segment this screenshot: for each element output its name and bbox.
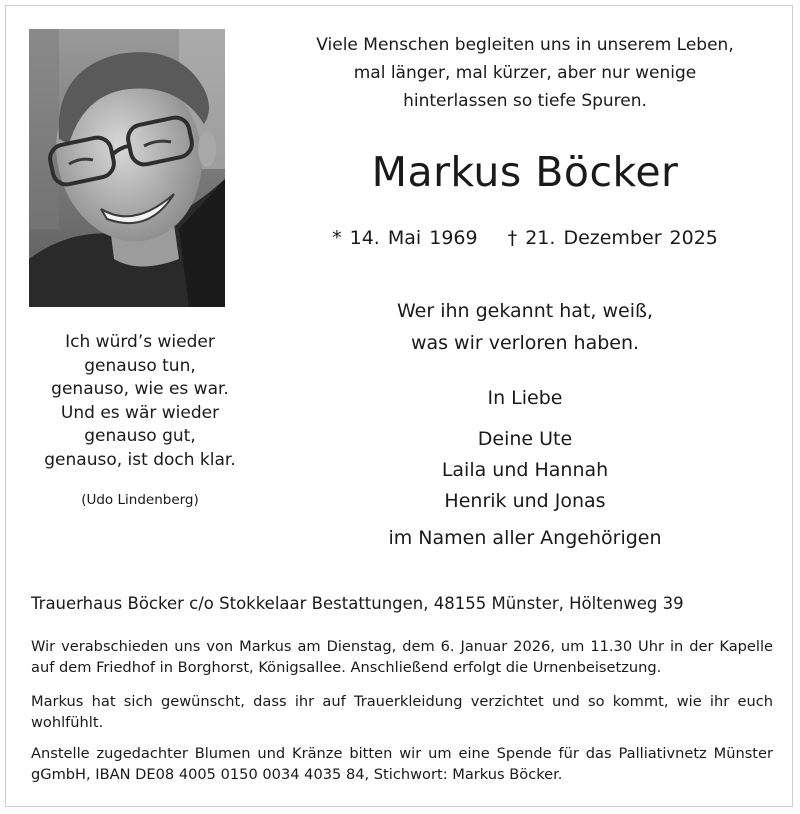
memory-line: Wer ihn gekannt hat, weiß,: [397, 300, 653, 322]
intro-line: mal länger, mal kürzer, aber nur wenige: [353, 63, 697, 83]
quote-line: genauso gut,: [84, 426, 196, 446]
donation-paragraph: Anstelle zugedachter Blumen und Kränze bitten wir um eine Spende für das Palliativnetz Münster gGmbH, IBAN DE08 4005 0150 0034 4035 84, Stichwort: Markus Böcker.: [31, 745, 773, 783]
quote-attribution: (Udo Lindenberg): [81, 492, 199, 508]
quote-line: genauso tun,: [84, 355, 196, 376]
death-date: † 21. Dezember 2025: [507, 227, 718, 249]
quote-line: genauso, wie es war.: [51, 379, 229, 399]
family-member: Laila und Hannah: [441, 459, 609, 481]
quote-line: Ich würd’s wieder: [65, 332, 215, 352]
memory-verse: [290, 295, 760, 359]
intro-line: hinterlassen so tiefe Spuren.: [403, 91, 647, 111]
deceased-name: Markus Böcker: [371, 148, 679, 196]
lyrics-quote: [20, 331, 260, 472]
birth-date: * 14. Mai 1969: [332, 227, 478, 249]
portrait-photo: [29, 29, 225, 307]
intro-line: Viele Menschen begleiten uns in unserem Leben,: [316, 35, 734, 55]
intro-verse: [290, 31, 760, 115]
family-member: Deine Ute: [477, 428, 573, 450]
relatives-line: im Namen aller Angehörigen: [388, 527, 662, 549]
life-dates: [290, 227, 760, 249]
memory-line: was wir verloren haben.: [410, 332, 640, 354]
family-member: Henrik und Jonas: [444, 490, 606, 512]
quote-line: Und es wär wieder: [60, 402, 220, 423]
family-names: [290, 424, 760, 517]
portrait-illustration: [29, 29, 225, 307]
clothing-paragraph: Markus hat sich gewünscht, dass ihr auf Trauerkleidung verzichtet und so kommt, wie ihr euch wohlfühlt.: [31, 693, 773, 731]
ceremony-paragraph: Wir verabschieden uns von Markus am Dienstag, dem 6. Januar 2026, um 11.30 Uhr in der Kapelle auf dem Friedhof in Borghorst, Königsallee. Anschließend erfolgt die Urnenbeisetzung.: [31, 638, 773, 676]
quote-line: genauso, ist doch klar.: [44, 449, 236, 470]
mourning-address: Trauerhaus Böcker c/o Stokkelaar Bestattungen, 48155 Münster, Höltenweg 39: [31, 594, 684, 613]
in-love-label: In Liebe: [487, 387, 563, 409]
